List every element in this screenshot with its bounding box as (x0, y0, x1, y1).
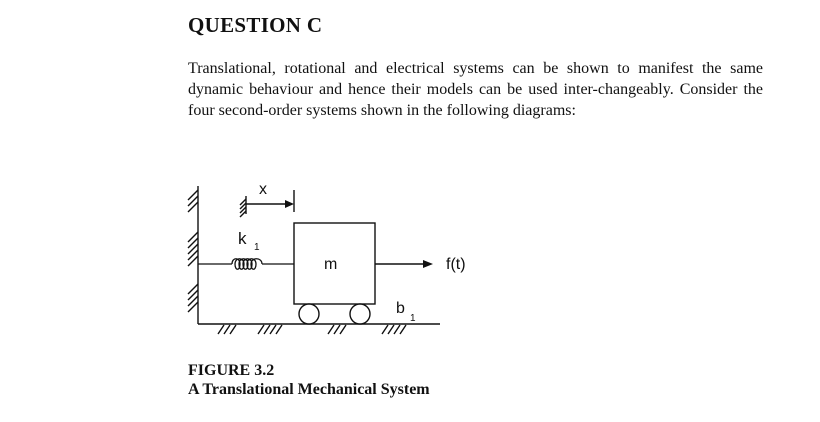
ground (198, 324, 440, 334)
damper-label: b (396, 300, 405, 317)
displacement-arrow-head (285, 200, 294, 208)
left-wheel (299, 304, 319, 324)
figure-caption-number: FIGURE 3.2 (188, 362, 275, 379)
damper-subscript: 1 (410, 313, 416, 324)
question-heading: QUESTION C (188, 13, 323, 37)
force-label: f(t) (446, 256, 466, 273)
force-arrow-head (423, 260, 433, 268)
figure-caption-title: A Translational Mechanical System (188, 381, 430, 398)
spring (198, 259, 294, 270)
mass-label: m (324, 256, 338, 273)
right-wheel (350, 304, 370, 324)
fixed-wall (188, 186, 198, 324)
displacement-label: x (259, 181, 267, 198)
spring-label: k (238, 229, 247, 248)
spring-subscript: 1 (254, 242, 260, 253)
question-paragraph: Translational, rotational and electrical systems can be shown to manifest the same dynamic behaviour and hence their models can be used inter-changeably. Consider the four second-order systems shown in the following diagrams: (188, 60, 763, 119)
